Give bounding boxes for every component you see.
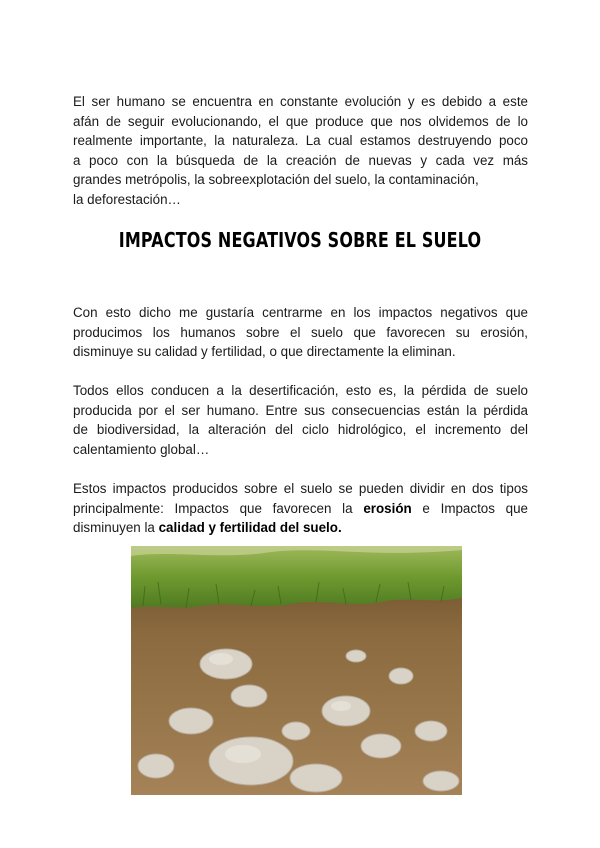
text-line: afán de seguir evolucionando, el que produce que nos olvidemos de lo <box>73 113 528 129</box>
text-fragment: e Impactos que <box>411 500 528 516</box>
text-line: de biodiversidad, la alteración del ciclo hidrológico, el incremento del <box>73 422 528 437</box>
text-line: El ser humano se encuentra en constante evolución y es debido a este <box>73 94 528 109</box>
text-line: a poco con la búsqueda de la creación de nuevas y cada vez más <box>73 152 528 168</box>
text-line: disminuye su calidad y fertilidad, o que directamente la eliminan. <box>73 344 456 359</box>
text-line: producimos los humanos sobre el suelo que favorecen su erosión, <box>73 324 528 340</box>
text-line: producida por el ser humano. Entre sus consecuencias están la pérdida <box>73 402 528 418</box>
text-line: la deforestación… <box>73 191 181 207</box>
consequences-paragraph <box>73 381 528 459</box>
section-heading: IMPACTOS NEGATIVOS SOBRE EL SUELO <box>118 228 482 252</box>
erosion-emphasis: erosión <box>363 500 412 516</box>
types-paragraph <box>73 479 528 538</box>
focus-paragraph <box>73 303 528 362</box>
text-line <box>73 499 528 519</box>
text-line: calentamiento global… <box>73 441 210 457</box>
text-line: Estos impactos producidos sobre el suelo se pueden dividir en dos tipos <box>73 481 528 496</box>
text-line: Todos ellos conducen a la desertificación, esto es, la pérdida de suelo <box>73 383 528 398</box>
grass-layer <box>131 546 462 608</box>
text-line: realmente importante, la naturaleza. La cual estamos destruyendo poco <box>73 133 528 148</box>
soil-profile-photo <box>131 546 462 795</box>
intro-paragraph <box>73 92 528 209</box>
text-line: grandes metrópolis, la sobreexplotación del suelo, la contaminación, <box>73 172 479 187</box>
text-line: Con esto dicho me gustaría centrarme en los impactos negativos que <box>73 305 528 320</box>
quality-fertility-emphasis: calidad y fertilidad del suelo. <box>158 520 342 535</box>
text-fragment: disminuyen la <box>73 520 159 535</box>
text-fragment: principalmente: Impactos que favorecen la <box>73 500 364 516</box>
text-line <box>73 518 528 538</box>
